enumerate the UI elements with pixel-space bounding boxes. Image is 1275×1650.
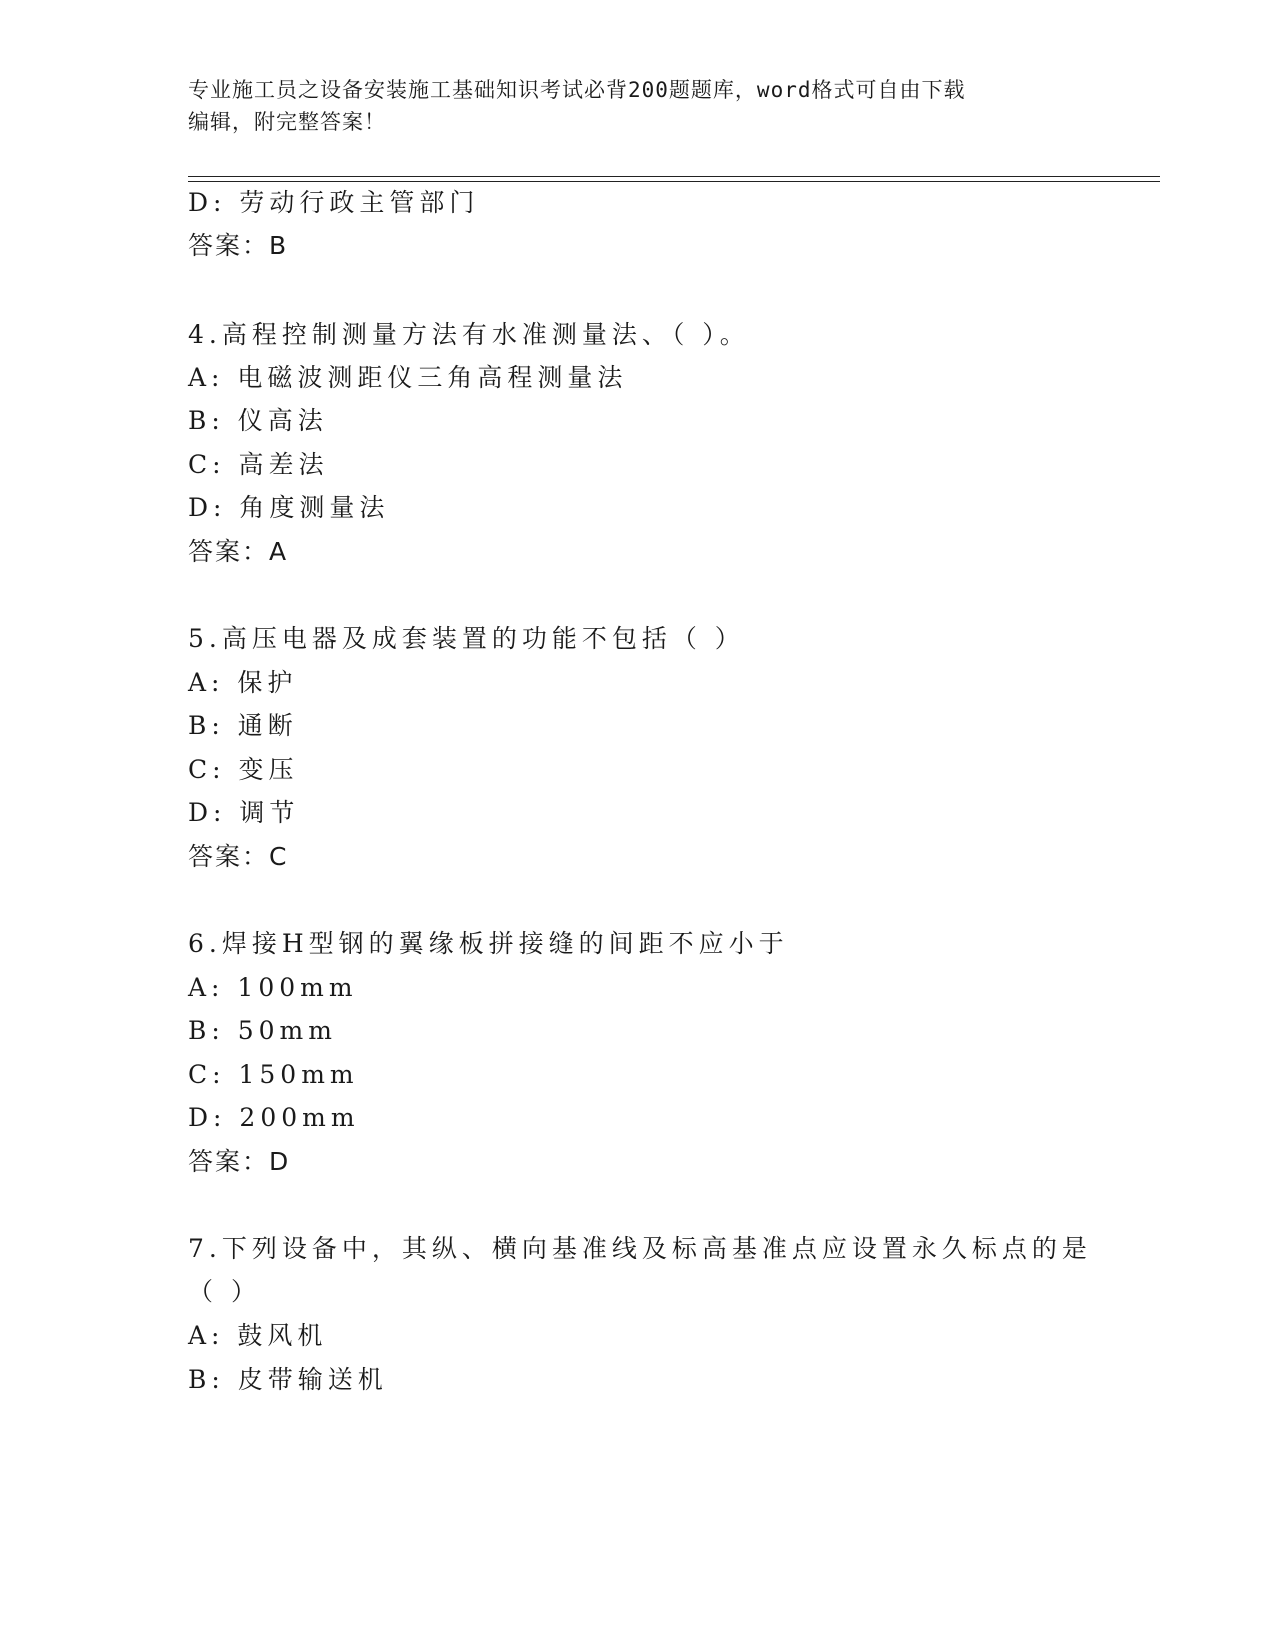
option-d: D: 角度测量法 [188, 493, 390, 522]
option-c: C: 高差法 [188, 450, 329, 479]
header-divider-bottom [188, 181, 1160, 182]
option-b: B: 50mm [188, 1016, 337, 1045]
option-b: B: 通断 [188, 711, 298, 740]
option-b: B: 仪高法 [188, 406, 328, 435]
question-stem: 5.高压电器及成套装置的功能不包括（ ） [188, 624, 745, 653]
option-a: A: 100mm [188, 973, 358, 1002]
option-b: B: 皮带输送机 [188, 1365, 388, 1394]
option-d: D: 200mm [188, 1103, 360, 1132]
option-a: A: 保护 [188, 668, 298, 697]
answer-line: 答案：C [188, 842, 289, 871]
option-d: D: 劳动行政主管部门 [188, 188, 480, 217]
answer-line: 答案：B [188, 231, 289, 260]
header-line-1: 专业施工员之设备安装施工基础知识考试必背200题题库，word格式可自由下载 [188, 78, 966, 102]
document-header [188, 74, 1078, 138]
question-stem: 7.下列设备中，其纵、横向基准线及标高基准点应设置永久标点的是 [188, 1234, 1092, 1263]
question-stem: 6.焊接H型钢的翼缘板拼接缝的间距不应小于 [188, 929, 789, 958]
option-d: D: 调节 [188, 798, 300, 827]
answer-line: 答案：A [188, 537, 289, 566]
header-line-2: 编辑，附完整答案！ [188, 110, 386, 134]
option-a: A: 电磁波测距仪三角高程测量法 [188, 363, 628, 392]
option-c: C: 150mm [188, 1060, 359, 1089]
option-a: A: 鼓风机 [188, 1321, 328, 1350]
answer-line: 答案：D [188, 1147, 291, 1176]
question-stem: 4.高程控制测量方法有水准测量法、（ ）。 [188, 320, 750, 349]
option-c: C: 变压 [188, 755, 299, 784]
question-stem-continuation: （ ） [188, 1277, 261, 1306]
header-divider-top [188, 176, 1160, 177]
